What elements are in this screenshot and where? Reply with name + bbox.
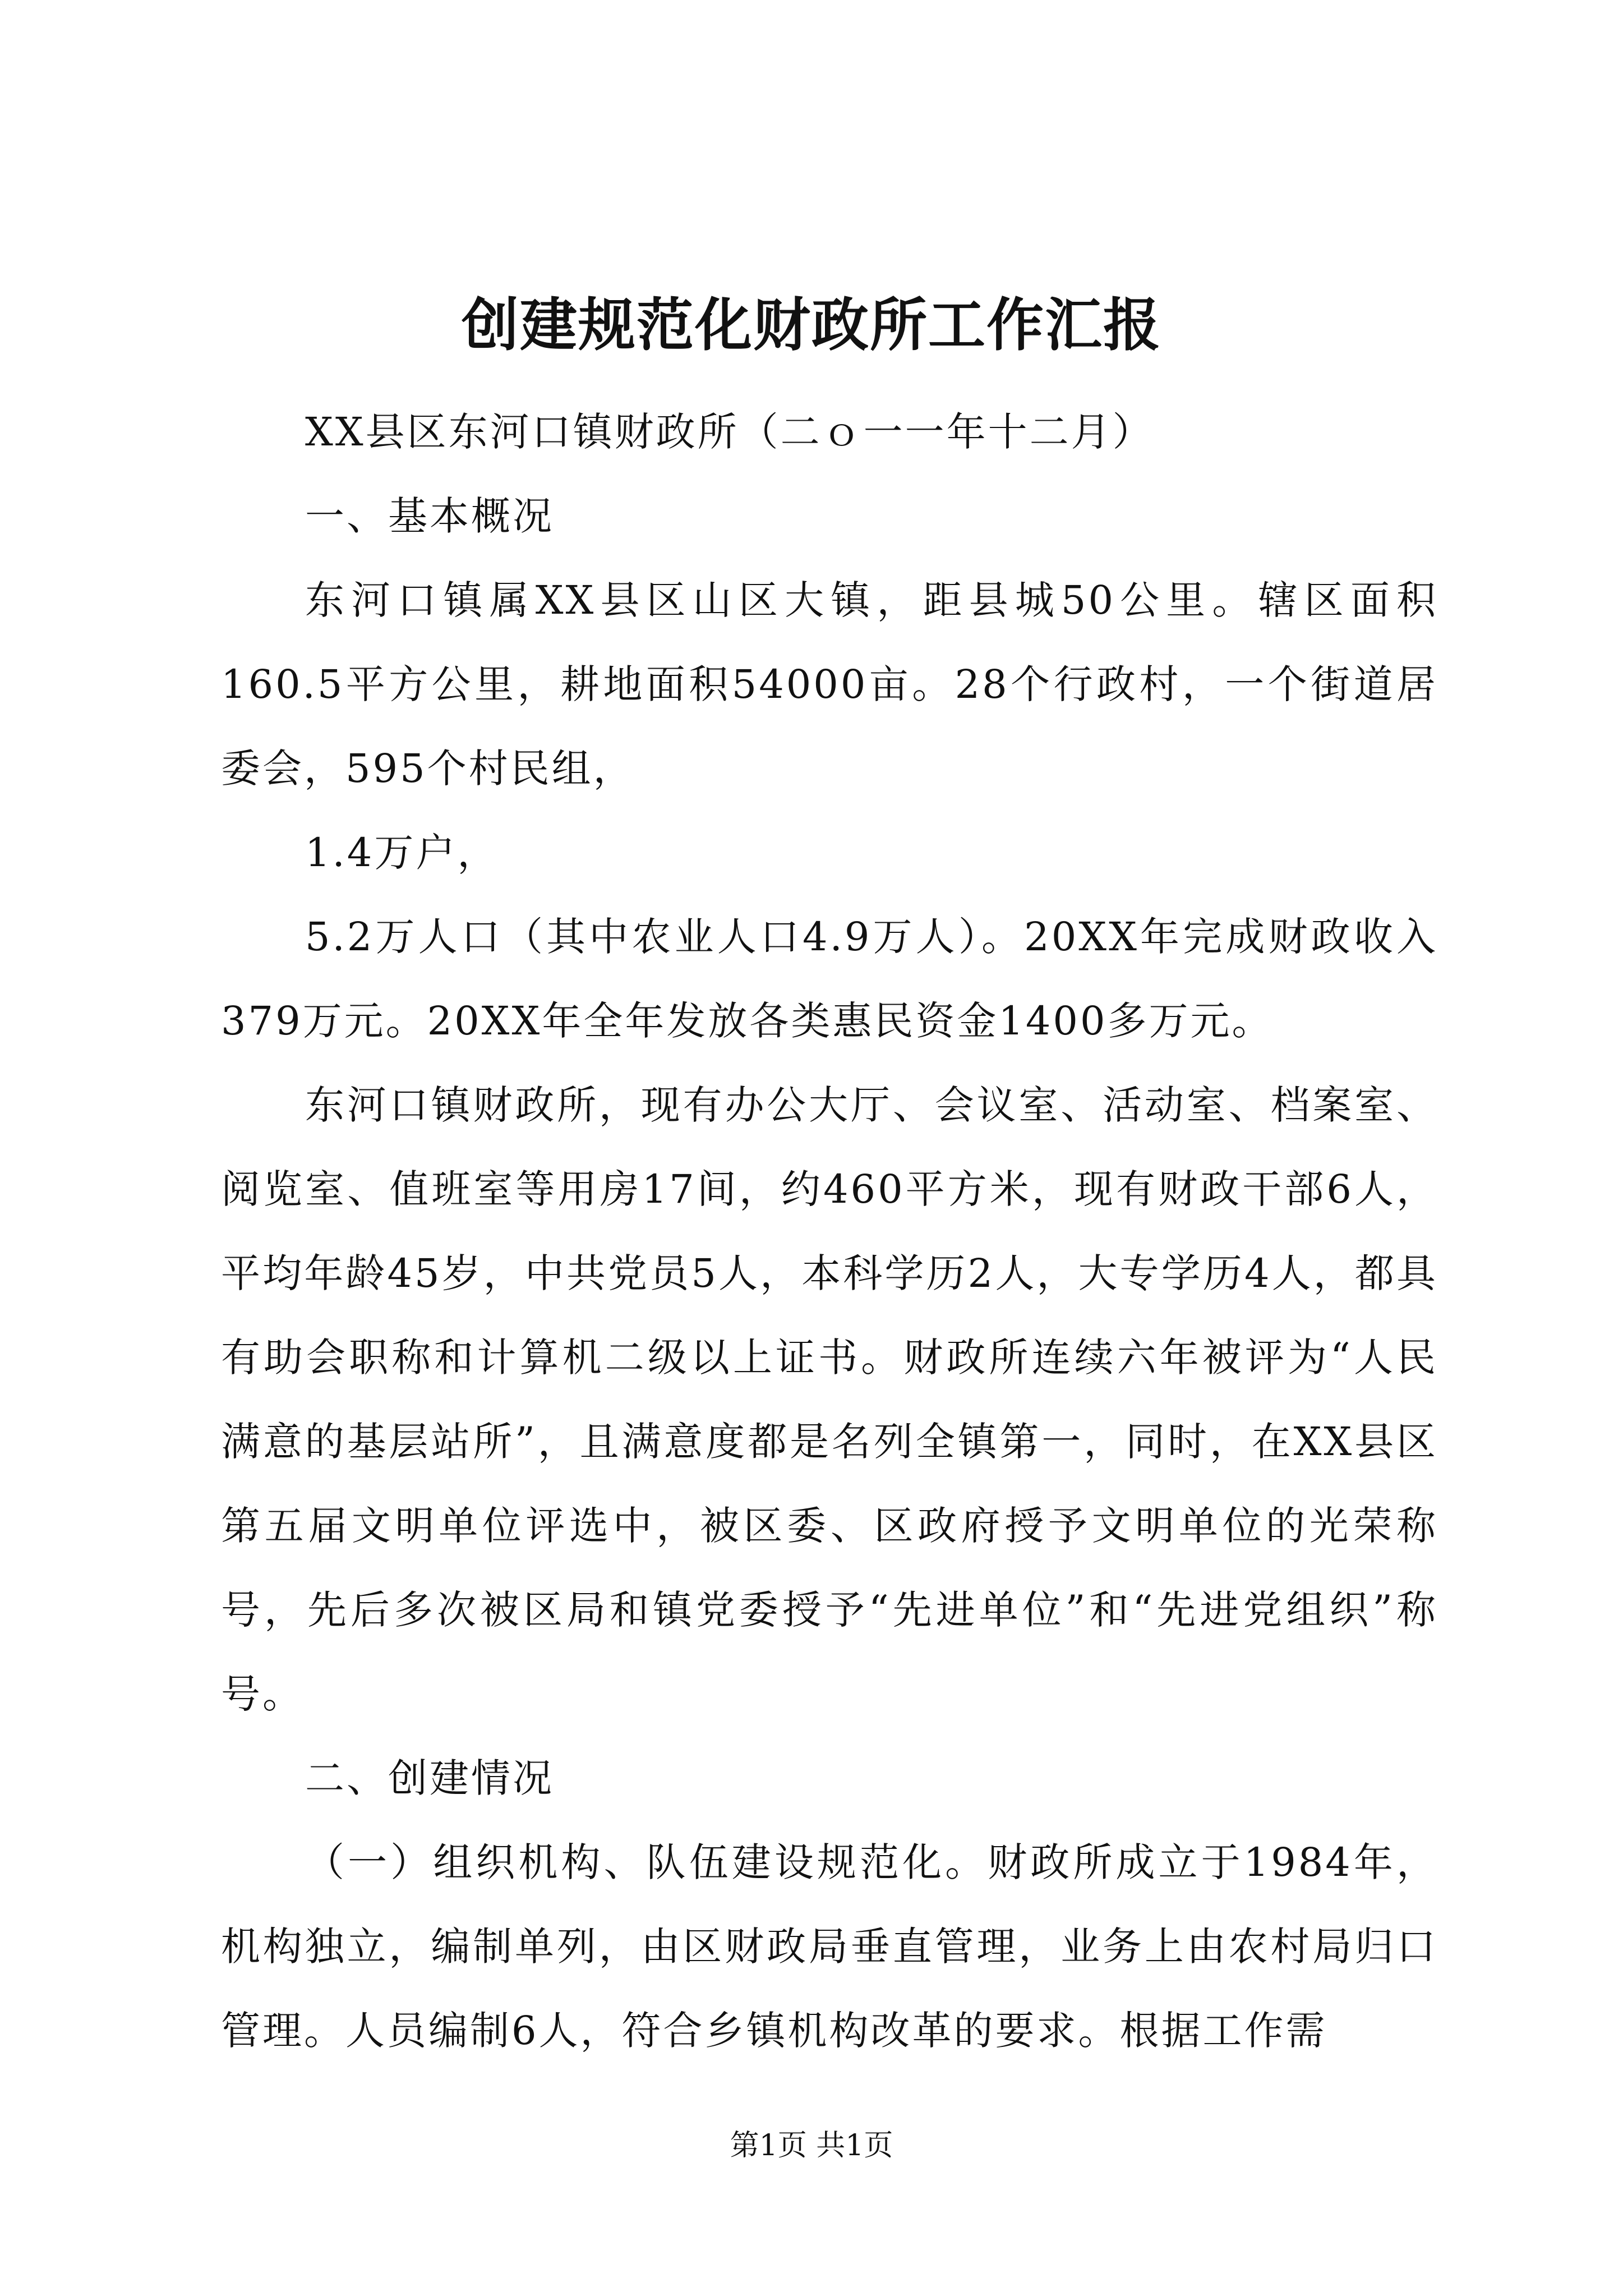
paragraph-town-profile: 东河口镇属XX县区山区大镇，距县城50公里。辖区面积160.5平方公里，耕地面积54000亩。28个行政村，一个街道居委会，595个村民组， [221, 577, 1438, 792]
document-title: 创建规范化财政所工作汇报 [462, 292, 1161, 359]
section-heading-construction: 二、创建情况 [305, 1755, 554, 1801]
paragraph-office-staff: 东河口镇财政所，现有办公大厅、会议室、活动室、档案室、阅览室、值班室等用房17间，约460平方米，现有财政干部6人，平均年龄45岁，中共党员5人，本科学历2人，大专学历4人，都具有助会职称和计算机二级以上证书。财政所连续六年被评为“人民满意的基层站所”，且满意度都是名列全镇第一，同时，在XX县区第五届文明单位评选中，被区委、区政府授予文明单位的光荣称号，先后多次被区局和镇党委授予“先进单位”和“先进党组织”称号。 [221, 1082, 1438, 1717]
document-body [221, 390, 1438, 2073]
paragraph-households: 1.4万户， [305, 830, 499, 876]
page-footer: 第1页 共1页 [730, 2129, 893, 2162]
section-heading-overview: 一、基本概况 [305, 493, 554, 539]
paragraph-population-revenue: 5.2万人口（其中农业人口4.9万人）。20XX年完成财政收入379万元。20XX年全年发放各类惠民资金1400多万元。 [221, 914, 1438, 1044]
author-line: XX县区东河口镇财政所（二ｏ一一年十二月） [305, 409, 1154, 455]
paragraph-organization: （一）组织机构、队伍建设规范化。财政所成立于1984年，机构独立，编制单列，由区财政局垂直管理，业务上由农村局归口管理。人员编制6人，符合乡镇机构改革的要求。根据工作需 [221, 1839, 1438, 2054]
